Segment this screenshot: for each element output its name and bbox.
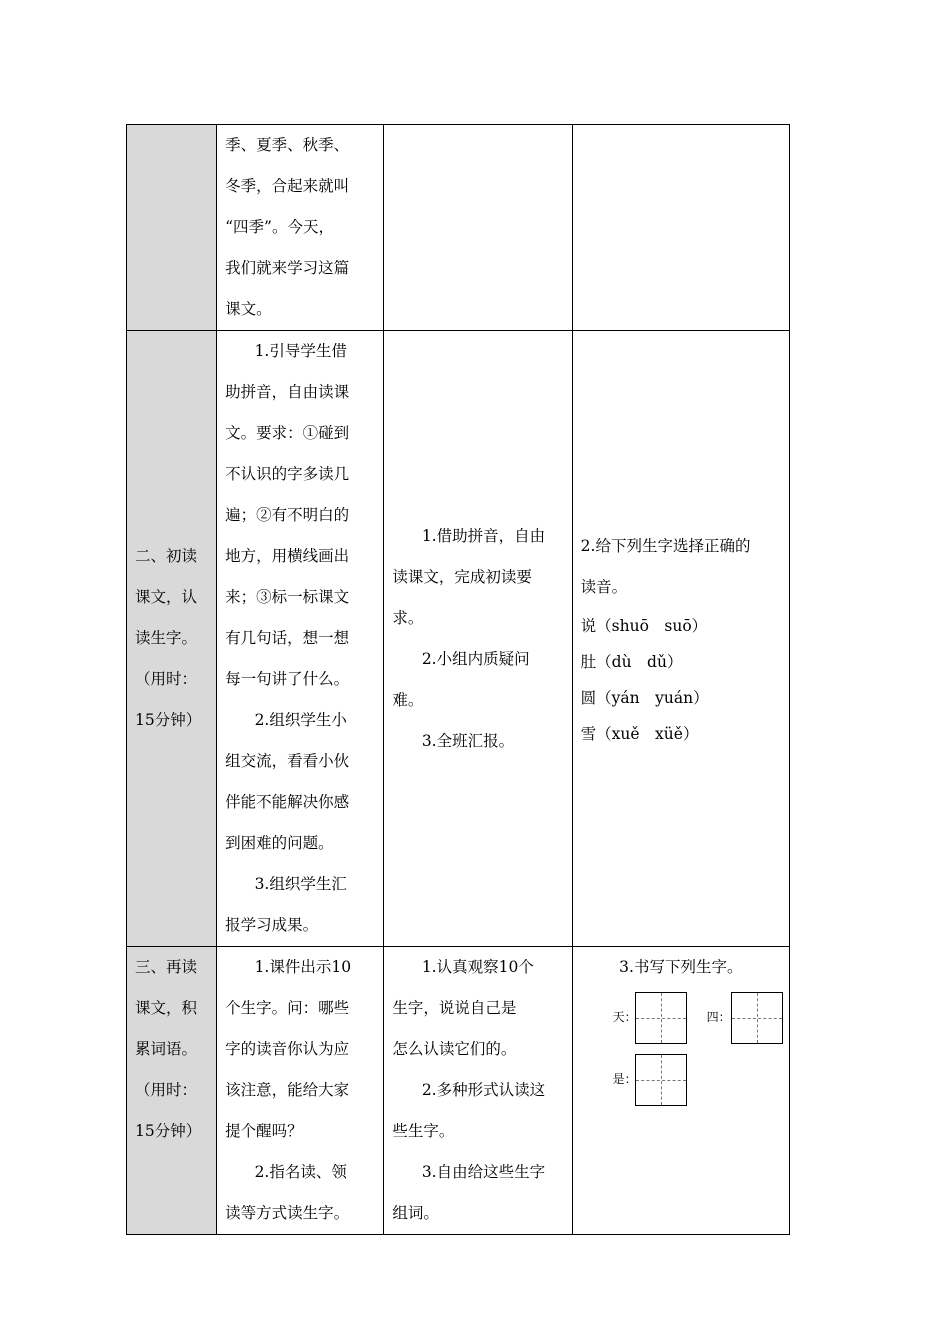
- text-line: 提个醒吗？: [225, 1122, 303, 1140]
- write-char-label: 四：: [706, 1010, 731, 1024]
- text-line: 2.小组内质疑问: [421, 649, 530, 668]
- stage-line: 三、再读: [135, 958, 198, 976]
- design-cell: [572, 125, 789, 331]
- text-line: 来；③标一标课文: [225, 588, 350, 606]
- text-line: 读等方式读生字。: [225, 1204, 350, 1222]
- text-line: 助拼音，自由读课: [225, 383, 350, 401]
- text-line: 不认识的字多读几: [225, 465, 350, 483]
- text-line: 难。: [392, 690, 424, 709]
- design-cell: [572, 947, 789, 1235]
- text-line: 求。: [392, 608, 424, 627]
- text-line: 1.引导学生借: [254, 342, 347, 360]
- text-line: 冬季，合起来就叫: [225, 177, 350, 195]
- student-activity-cell: [384, 125, 572, 331]
- text-line: 遍；②有不明白的: [225, 506, 350, 524]
- text-line: 季、夏季、秋季、: [225, 136, 350, 154]
- text-line: 1.认真观察10个: [421, 958, 534, 976]
- text-line: 些生字。: [392, 1122, 455, 1140]
- pinyin-option: 说（shuō suō）: [580, 616, 708, 635]
- tianzige-box: [731, 992, 783, 1044]
- text-line: 有几句话，想一想: [225, 629, 350, 647]
- tianzige-box: [635, 992, 687, 1044]
- stage-line: 课文，认: [135, 588, 198, 606]
- stage-line: 15分钟）: [135, 1122, 202, 1140]
- pinyin-option: 雪（xuě xüě）: [580, 724, 699, 743]
- text-line: 组交流，看看小伙: [225, 752, 350, 770]
- teacher-activity-cell: [217, 331, 384, 947]
- text-line: 2.指名读、领: [254, 1163, 347, 1181]
- stage-line: 15分钟）: [135, 711, 202, 729]
- tianzige-box: [635, 1054, 687, 1106]
- text-line: 生字，说说自己是: [392, 999, 517, 1017]
- text-line: 组词。: [392, 1204, 439, 1222]
- table-row: [127, 125, 790, 331]
- student-activity-cell: [384, 947, 572, 1235]
- text-line: 字的读音你认为应: [225, 1040, 350, 1058]
- text-line: 2.多种形式认读这: [421, 1081, 546, 1099]
- text-line: 2.组织学生小: [254, 711, 347, 729]
- text-line: 我们就来学习这篇: [225, 259, 350, 277]
- stage-line: 课文，积: [135, 999, 198, 1017]
- stage-line: （用时：: [135, 670, 198, 688]
- text-line: 每一句讲了什么。: [225, 670, 350, 688]
- write-char-label: 天：: [612, 1010, 637, 1024]
- table-row: [127, 947, 790, 1235]
- lesson-plan-table: [126, 124, 790, 1235]
- stage-line: （用时：: [135, 1081, 198, 1099]
- writing-grid-area: [581, 988, 781, 1138]
- pinyin-option: 圆（yán yuán）: [580, 688, 709, 707]
- stage-line: 二、初读: [135, 547, 198, 565]
- student-activity-cell: [384, 331, 572, 947]
- stage-line: 累词语。: [135, 1040, 198, 1058]
- text-line: 怎么认读它们的。: [392, 1040, 517, 1058]
- text-line: 报学习成果。: [225, 916, 319, 934]
- stage-cell: [127, 125, 217, 331]
- stage-cell: [127, 947, 217, 1235]
- text-line: 3.书写下列生字。: [619, 958, 743, 976]
- text-line: 3.自由给这些生字: [421, 1163, 546, 1181]
- text-line: 2.给下列生字选择正确的: [580, 536, 751, 555]
- pinyin-option: 肚（dù dǔ）: [580, 652, 683, 671]
- teacher-activity-cell: [217, 125, 384, 331]
- teacher-activity-cell: [217, 947, 384, 1235]
- text-line: 课文。: [225, 300, 272, 318]
- text-line: “四季”。今天，: [225, 218, 334, 236]
- text-line: 1.课件出示10: [254, 958, 352, 976]
- text-line: 文。要求：①碰到: [225, 424, 350, 442]
- text-line: 1.借助拼音，自由: [421, 526, 546, 545]
- stage-cell: [127, 331, 217, 947]
- text-line: 3.组织学生汇: [254, 875, 347, 893]
- text-line: 个生字。问：哪些: [225, 999, 350, 1017]
- stage-line: 读生字。: [135, 629, 198, 647]
- text-line: 该注意，能给大家: [225, 1081, 350, 1099]
- table-row: [127, 331, 790, 947]
- text-line: 到困难的问题。: [225, 834, 334, 852]
- text-line: 读课文，完成初读要: [392, 567, 532, 586]
- design-cell: [572, 331, 789, 947]
- text-line: 伴能不能解决你感: [225, 793, 350, 811]
- text-line: 地方，用横线画出: [225, 547, 350, 565]
- write-char-label: 是：: [612, 1072, 637, 1086]
- text-line: 读音。: [580, 577, 628, 596]
- text-line: 3.全班汇报。: [421, 731, 515, 750]
